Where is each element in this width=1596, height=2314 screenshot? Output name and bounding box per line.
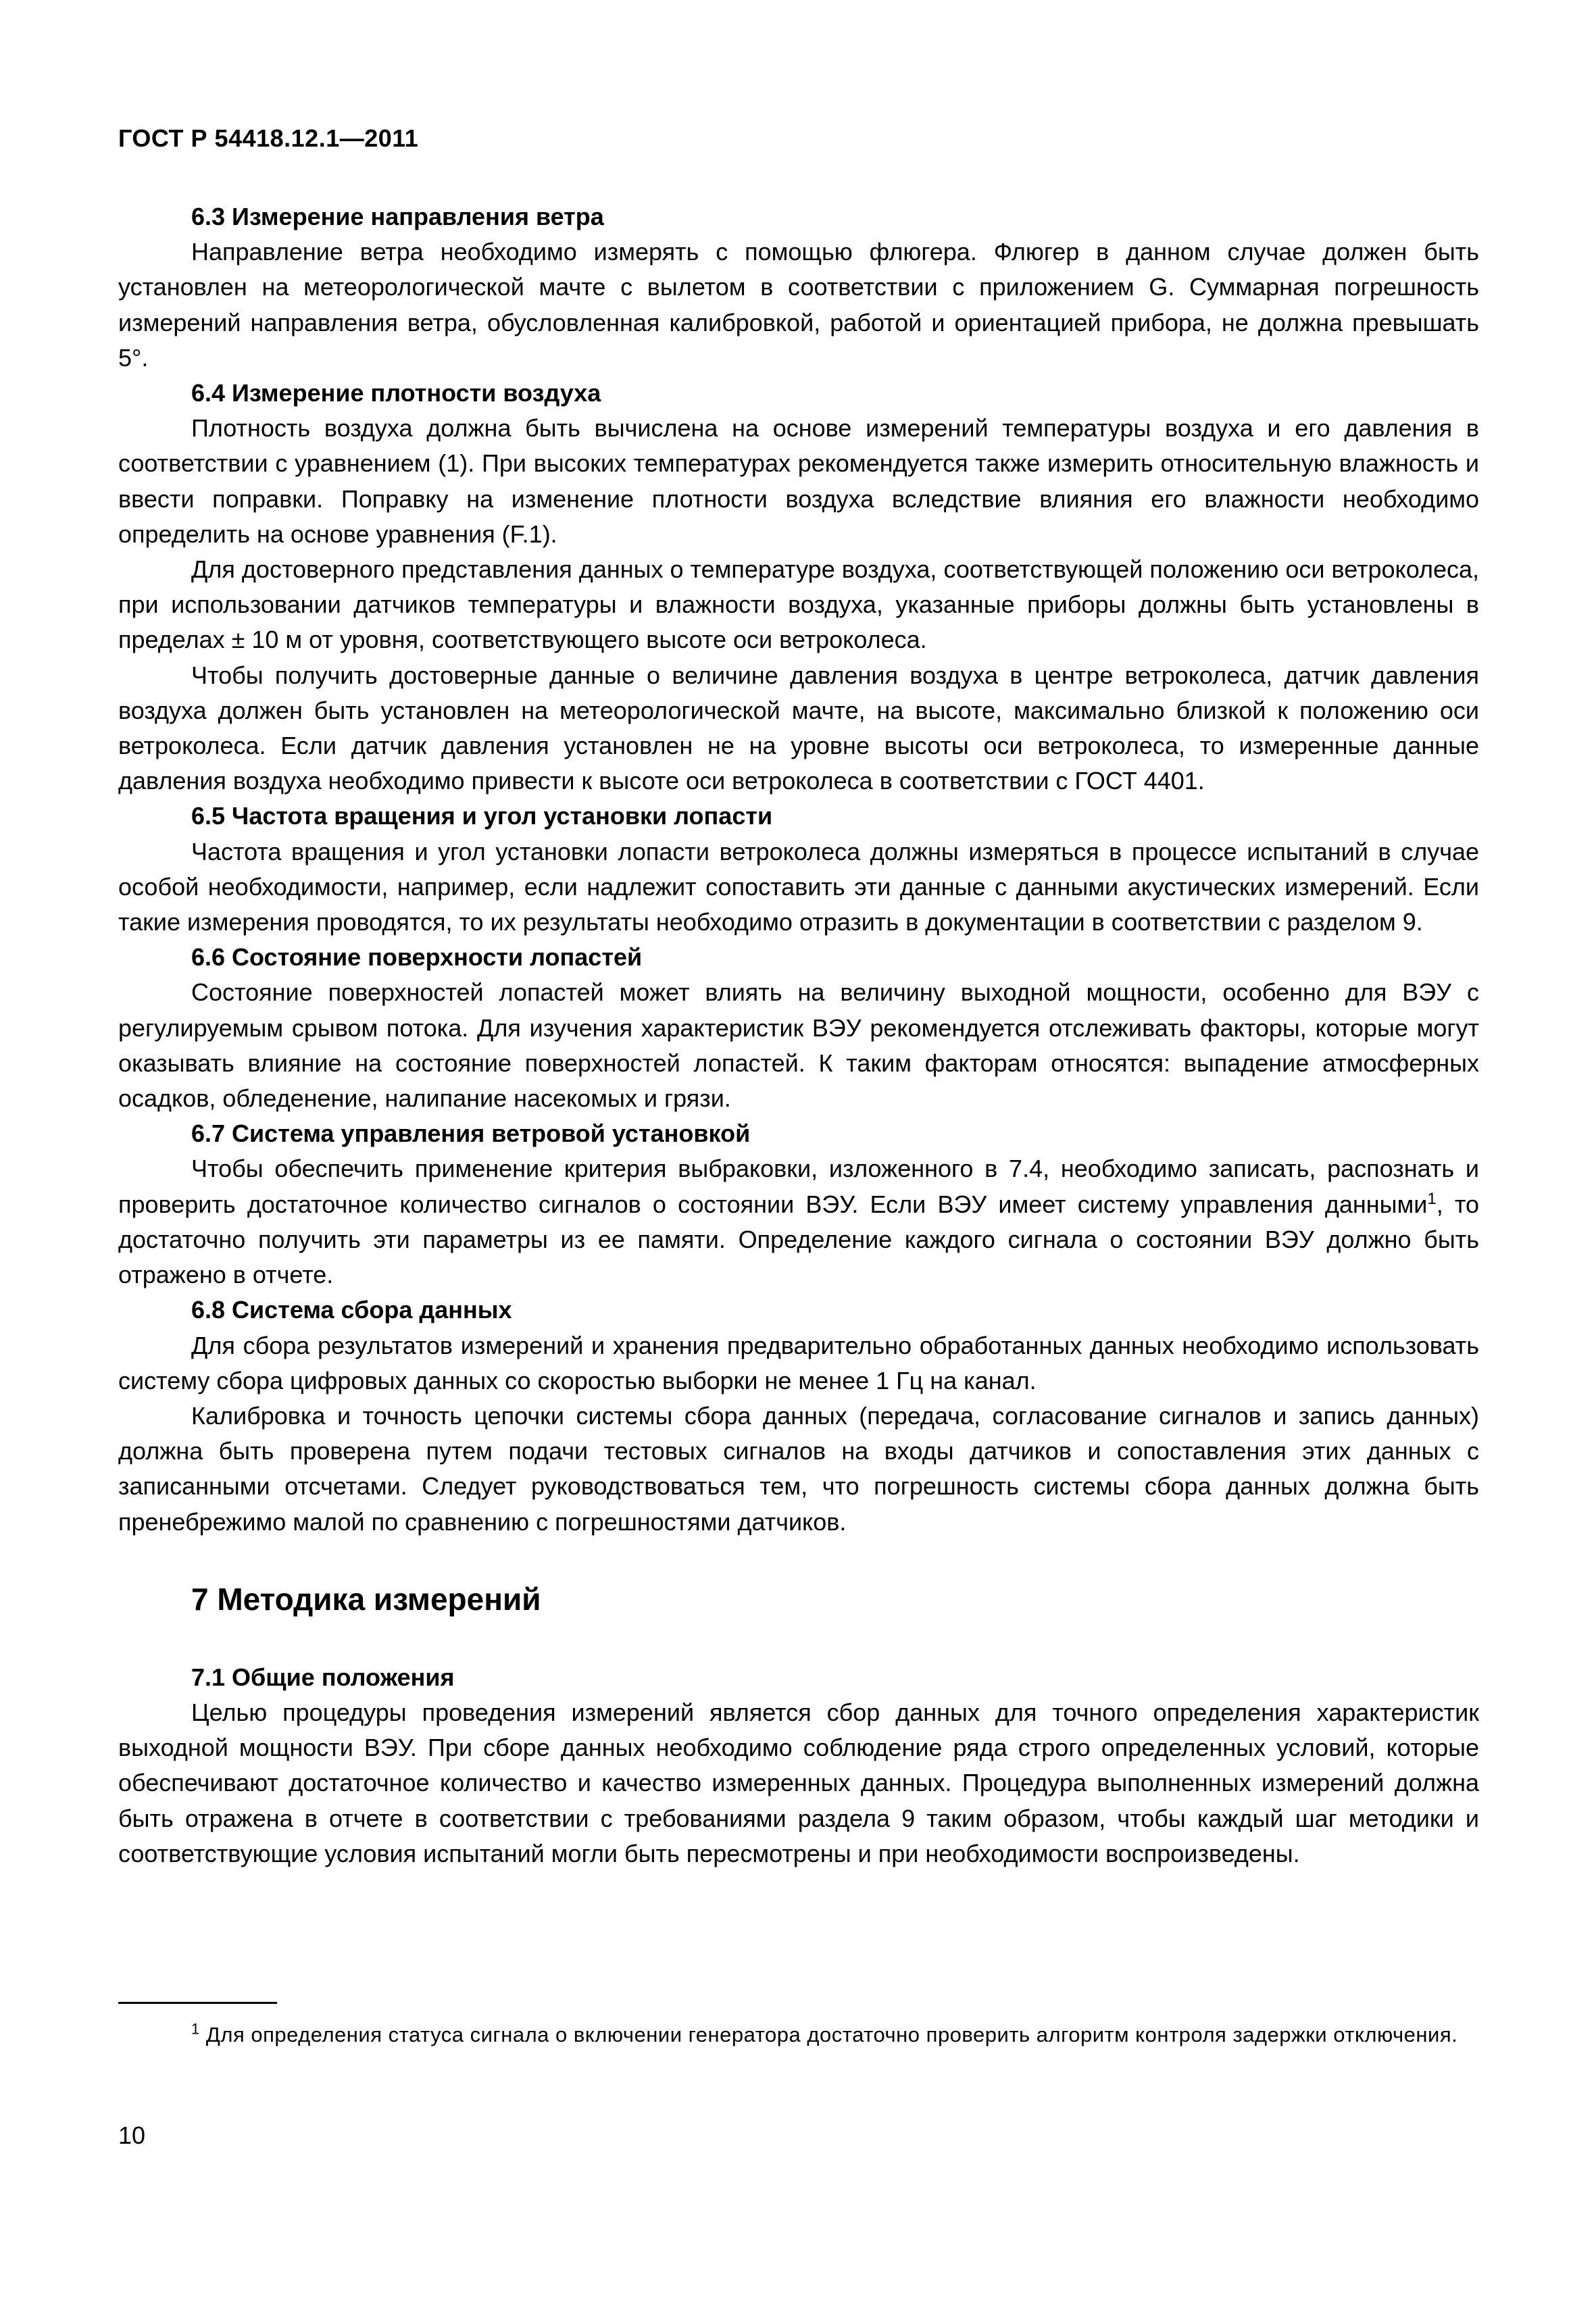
footnote-text: Для определения статуса сигнала о включении генератора достаточно проверить алгоритм контроля задержки отключения.	[199, 2023, 1458, 2046]
section-6-7-title: 6.7 Система управления ветровой установкой	[191, 1120, 751, 1148]
section-6-4-paragraph-2: Для достоверного представления данных о температуре воздуха, соответствующей положению оси ветроколеса, при использовании датчиков температуры и влажности воздуха, указанные приборы должны быть установлены в пределах ± 10 м от уровня, соответствующего высоте оси ветроколеса.	[118, 555, 1479, 654]
section-6-7-text-part-1: Чтобы обеспечить применение критерия выбраковки, изложенного в 7.4, необходимо записать, распознать и проверить достаточное количество сигналов о состоянии ВЭУ. Если ВЭУ имеет систему управления данными	[118, 1155, 1479, 1218]
section-7-title: 7 Методика измерений	[191, 1581, 541, 1617]
section-6-8-paragraph-2: Калибровка и точность цепочки системы сбора данных (передача, согласование сигналов и запись данных) должна быть проверена путем подачи тестовых сигналов на входы датчиков и сопоставления этих данных с записанными отсчетами. Следует руководствоваться тем, что погрешность системы сбора данных должна быть пренебрежимо малой по сравнению с погрешностями датчиков.	[118, 1401, 1479, 1536]
section-6-7-text-part-2: , то достаточно получить эти параметры из ее памяти. Определение каждого сигнала о состоянии ВЭУ должно быть отражено в отчете.	[118, 1190, 1480, 1289]
footnote-separator	[118, 2002, 277, 2004]
section-6-4-paragraph-3: Чтобы получить достоверные данные о величине давления воздуха в центре ветроколеса, датчик давления воздуха должен быть установлен на метеорологической мачте, на высоте, максимально близкой к положению оси ветроколеса. Если датчик давления установлен не на уровне высоты оси ветроколеса, то измеренные данные давления воздуха необходимо привести к высоте оси ветроколеса в соответствии с ГОСТ 4401.	[118, 661, 1479, 795]
section-7-1-title: 7.1 Общие положения	[191, 1663, 455, 1691]
section-6-6-title: 6.6 Состояние поверхности лопастей	[191, 943, 643, 972]
section-6-8-paragraph-1: Для сбора результатов измерений и хранения предварительно обработанных данных необходимо использовать систему сбора цифровых данных со скоростью выборки не менее 1 Гц на канал.	[118, 1331, 1479, 1394]
document-body	[118, 199, 1479, 1871]
section-7-1-paragraph-1: Целью процедуры проведения измерений является сбор данных для точного определения характеристик выходной мощности ВЭУ. При сборе данных необходимо соблюдение ряда строго определенных условий, которые обеспечивают достаточное количество и качество измеренных данных. Процедура выполненных измерений должна быть отражена в отчете в соответствии с требованиями раздела 9 таким образом, чтобы каждый шаг методики и соответствующие условия испытаний могли быть пересмотрены и при необходимости воспроизведены.	[118, 1698, 1479, 1867]
section-6-6-paragraph-1: Состояние поверхностей лопастей может влиять на величину выходной мощности, особенно для ВЭУ с регулируемым срывом потока. Для изучения характеристик ВЭУ рекомендуется отслеживать факторы, которые могут оказывать влияние на состояние поверхностей лопастей. К таким факторам относятся: выпадение атмосферных осадков, обледенение, налипание насекомых и грязи.	[118, 978, 1479, 1113]
footnote	[118, 2020, 1479, 2049]
section-6-8-title: 6.8 Система сбора данных	[191, 1296, 512, 1324]
section-6-5-title: 6.5 Частота вращения и угол установки лопасти	[191, 802, 773, 830]
section-6-4-paragraph-1: Плотность воздуха должна быть вычислена на основе измерений температуры воздуха и его давления в соответствии с уравнением (1). При высоких температурах рекомендуется также измерить относительную влажность и ввести поправки. Поправку на изменение плотности воздуха вследствие влияния его влажности необходимо определить на основе уравнения (F.1).	[118, 414, 1479, 548]
footnote-reference: 1	[1427, 1189, 1437, 1208]
section-6-3-title: 6.3 Измерение направления ветра	[191, 203, 604, 230]
footnote-marker: 1	[191, 2020, 200, 2038]
section-6-5-paragraph-1: Частота вращения и угол установки лопасти ветроколеса должны измеряться в процессе испытаний в случае особой необходимости, например, если надлежит сопоставить эти данные с данными акустических измерений. Если такие измерения проводятся, то их результаты необходимо отразить в документации в соответствии с разделом 9.	[118, 837, 1479, 936]
section-6-3-paragraph-1: Направление ветра необходимо измерять с помощью флюгера. Флюгер в данном случае должен быть установлен на метеорологической мачте с вылетом в соответствии с приложением G. Суммарная погрешность измерений направления ветра, обусловленная калибровкой, работой и ориентацией прибора, не должна превышать 5°.	[118, 238, 1479, 372]
section-6-7-paragraph-1	[118, 1151, 1479, 1292]
document-header: ГОСТ Р 54418.12.1—2011	[118, 124, 419, 152]
page-number: 10	[118, 2121, 146, 2149]
section-6-4-title: 6.4 Измерение плотности воздуха	[191, 379, 601, 407]
